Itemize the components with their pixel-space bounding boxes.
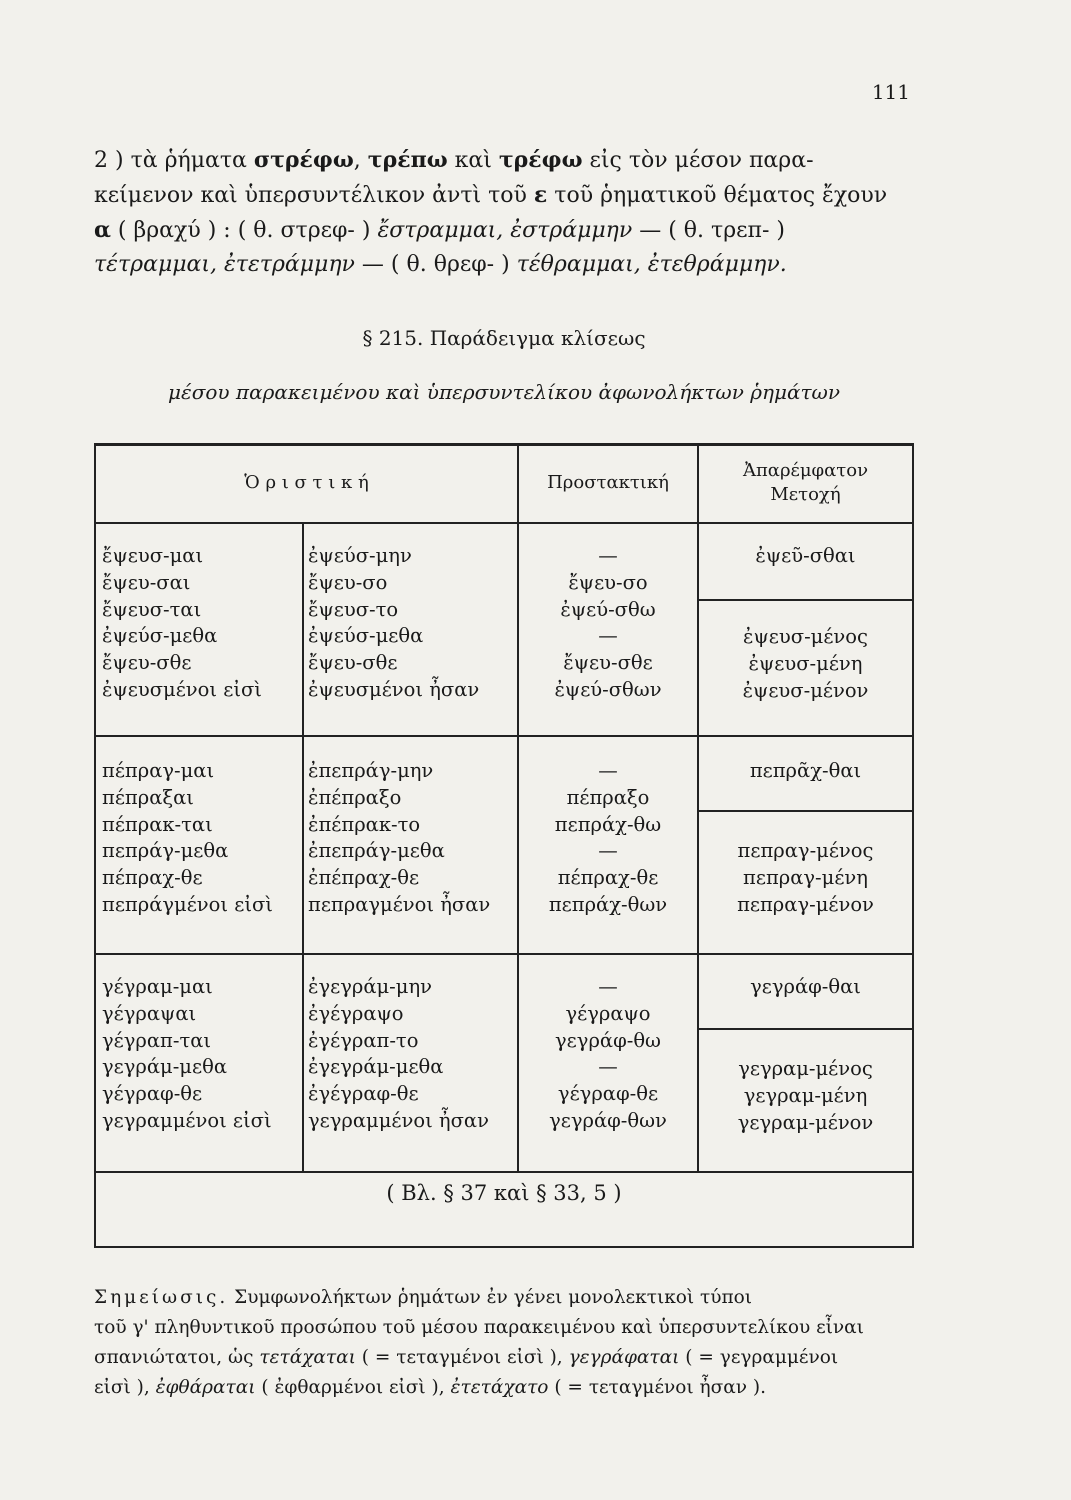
note-line: τοῦ γ' πληθυντικοῦ προσώπου τοῦ μέσου παρακειμένου καὶ ὑπερσυντελίκου εἶναι	[94, 1317, 864, 1338]
text-span: 2 ) τὰ ῥήματα	[94, 148, 254, 173]
text-span: ( = τεταγμένοι ἦσαν ).	[548, 1377, 766, 1398]
verb-form: γεγραμμένοι ἦσαν	[308, 1108, 489, 1132]
perfect-column	[102, 543, 262, 704]
table-rule	[697, 810, 912, 812]
conjugation-table	[94, 443, 914, 1248]
italic-form: τέτραμμαι, ἐτετράμμην	[94, 252, 355, 277]
participle-column	[699, 624, 912, 704]
verb-form: ἐψεῦ-σθαι	[755, 544, 856, 567]
header-oristiki: Ὁ ρ ι σ τ ι κ ή	[244, 472, 369, 493]
verb-form: πεπρᾶχ-θαι	[749, 759, 862, 782]
verb-form: πεπράχ-θων	[548, 892, 668, 916]
verb-form: ἔψευ-σθε	[563, 651, 653, 675]
note-paragraph	[94, 1283, 914, 1403]
verb-form: ἔψευ-σο	[568, 570, 648, 594]
imperative-column	[519, 543, 697, 704]
verb-form: γεγραμ-μένη	[743, 1083, 868, 1107]
verb-form: ἐψευσμένοι ἦσαν	[308, 677, 480, 701]
text-span: κείμενον καὶ ὑπερσυντέλικον ἀντὶ τοῦ	[94, 183, 534, 208]
participle-column	[699, 838, 912, 918]
participle-column	[699, 1056, 912, 1136]
text-span: — ( θ. τρεπ- )	[632, 218, 785, 243]
table-rule	[96, 1171, 912, 1173]
verb-form: ἐπέπραχ-θε	[308, 866, 420, 890]
text-span: εἰσὶ ),	[94, 1377, 156, 1398]
verb-form: πεπραγ-μένος	[737, 839, 874, 862]
verb-form: πεπραγ-μένον	[737, 892, 874, 916]
page-number: 111	[871, 80, 910, 104]
pluperfect-column	[308, 543, 479, 704]
text-span: ( βραχύ ) : ( θ. στρεφ- )	[110, 218, 378, 243]
verb-form: ἐπεπράγ-μεθα	[308, 839, 445, 863]
pluperfect-column	[308, 974, 489, 1135]
verb-form: ἔψευ-σθε	[308, 651, 398, 675]
verb-form: —	[598, 975, 618, 998]
verb-form: ἔψευ-σθε	[102, 651, 192, 675]
verb-form: γεγραμμένοι εἰσὶ	[102, 1108, 272, 1132]
bold-verb: τρέπω	[367, 147, 448, 173]
verb-form: γεγράμ-μεθα	[102, 1055, 227, 1079]
verb-form: —	[598, 1055, 618, 1079]
text-span: καὶ	[447, 148, 499, 173]
text-span: ( = γεγραμμένοι	[679, 1347, 839, 1368]
text-span: — ( θ. θρεφ- )	[354, 252, 517, 277]
verb-form: γέγραφ-θε	[102, 1082, 203, 1106]
paragraph-line	[94, 143, 914, 178]
italic-form: τέθραμμαι, ἐτεθράμμην.	[516, 252, 787, 277]
infinitive-cell	[699, 543, 912, 570]
verb-form: πεπραγ-μένη	[743, 865, 868, 889]
note-label: Σημείωσις.	[94, 1287, 229, 1308]
table-rule	[96, 522, 912, 524]
verb-form: ἔψευσ-το	[308, 597, 399, 621]
table-rule	[96, 735, 912, 737]
bold-letter: α	[94, 217, 111, 243]
imperative-column	[519, 974, 697, 1135]
text-span: ( ἐφθαρμένοι εἰσὶ ),	[255, 1377, 451, 1398]
verb-form: —	[598, 759, 618, 782]
note-line	[94, 1343, 914, 1373]
table-rule	[96, 953, 912, 955]
verb-form: ἐψευσ-μένον	[742, 678, 869, 702]
verb-form: ἐπέπρακ-το	[308, 812, 421, 836]
verb-form: ἐψεύσ-μην	[308, 544, 412, 567]
verb-form: γεγραμ-μένος	[738, 1057, 873, 1080]
verb-form: γεγραμ-μένον	[737, 1110, 874, 1134]
verb-form: πέπραχ-θε	[102, 866, 203, 890]
verb-form: —	[598, 839, 618, 863]
perfect-column	[102, 758, 273, 919]
header-line: Μετοχή	[770, 484, 841, 505]
verb-form: γεγράφ-θαι	[750, 975, 861, 998]
verb-form: ἐγέγραφ-θε	[308, 1082, 419, 1106]
paragraph-line	[94, 213, 914, 248]
verb-form: ἐγεγράμ-μεθα	[308, 1055, 444, 1079]
verb-form: ἐψεύσ-μεθα	[102, 624, 218, 648]
verb-form: πέπραξο	[566, 785, 650, 809]
verb-form: πέπραξαι	[102, 785, 194, 809]
bold-letter: ε	[533, 182, 548, 208]
verb-form: ἐγέγραπ-το	[308, 1028, 419, 1052]
verb-form: —	[598, 544, 618, 567]
text-span: ,	[353, 148, 368, 173]
verb-form: —	[598, 624, 618, 648]
italic-form: τετάχαται	[259, 1347, 356, 1368]
header-prostaktiki: Προστακτική	[547, 472, 669, 493]
section-subtitle: μέσου παρακειμένου καὶ ὑπερσυντελίκου ἀφωνολήκτων ῥημάτων	[167, 380, 840, 404]
italic-form: γεγράφαται	[568, 1347, 680, 1368]
italic-form: ἐτετάχατο	[450, 1377, 549, 1398]
perfect-column	[102, 974, 272, 1135]
verb-form: πεπράγμένοι εἰσὶ	[102, 892, 273, 916]
verb-form: πέπρακ-ται	[102, 812, 213, 836]
verb-form: γεγράφ-θω	[555, 1028, 661, 1052]
verb-form: ἐψεύσ-μεθα	[308, 624, 424, 648]
verb-form: ἐψευσ-μένη	[748, 651, 863, 675]
rule-paragraph	[94, 143, 914, 282]
verb-form: ἐψευσμένοι εἰσὶ	[102, 677, 262, 701]
verb-form: γέγραψαι	[102, 1001, 197, 1025]
text-span: σπανιώτατοι, ὡς	[94, 1347, 260, 1368]
verb-form: πεπράχ-θω	[554, 812, 662, 836]
text-span: ( = τεταγμένοι εἰσὶ ),	[355, 1347, 569, 1368]
paragraph-line	[94, 178, 914, 213]
verb-form: πέπραχ-θε	[557, 866, 659, 890]
infinitive-cell	[699, 758, 912, 785]
table-rule	[697, 599, 912, 601]
text-span: εἰς τὸν μέσον παρα-	[582, 148, 814, 173]
paragraph-line	[94, 248, 914, 282]
header-aparemfaton	[699, 459, 912, 507]
verb-form: ἔψευ-σαι	[102, 570, 191, 594]
infinitive-cell	[699, 974, 912, 1001]
table-rule	[697, 1028, 912, 1030]
imperative-column	[519, 758, 697, 919]
verb-form: γέγραπ-ται	[102, 1028, 212, 1052]
pluperfect-column	[308, 758, 490, 919]
verb-form: ἔψευσ-ται	[102, 597, 202, 621]
bold-verb: στρέφω	[253, 147, 354, 173]
verb-form: πεπράγ-μεθα	[102, 839, 229, 863]
italic-form: ἐφθάραται	[155, 1377, 256, 1398]
verb-form: πέπραγ-μαι	[102, 759, 215, 782]
verb-form: πεπραγμένοι ἦσαν	[308, 892, 491, 916]
note-line	[94, 1373, 914, 1403]
verb-form: ἐψευσ-μένος	[743, 625, 868, 648]
verb-form: γέγραμ-μαι	[102, 975, 213, 998]
verb-form: ἐγέγραψο	[308, 1001, 404, 1025]
verb-form: ἔψευ-σο	[308, 570, 388, 594]
verb-form: ἐψεύ-σθω	[560, 597, 656, 621]
verb-form: γέγραφ-θε	[557, 1082, 659, 1106]
header-line: Ἀπαρέμφατον	[742, 460, 869, 481]
italic-form: ἔστραμμαι, ἐστράμμην	[377, 218, 633, 243]
section-title: § 215. Παράδειγμα κλίσεως	[362, 326, 646, 350]
verb-form: ἐπέπραξο	[308, 785, 402, 809]
text-span: τοῦ ῥηματικοῦ θέματος ἔχουν	[547, 183, 888, 208]
verb-form: ἐγεγράμ-μην	[308, 975, 432, 998]
table-rule	[302, 522, 304, 1171]
verb-form: ἔψευσ-μαι	[102, 544, 204, 567]
cross-reference: ( Βλ. § 37 καὶ § 33, 5 )	[386, 1181, 622, 1205]
bold-verb: τρέφω	[498, 147, 583, 173]
text-span: Συμφωνολήκτων ῥημάτων ἐν γένει μονολεκτικοὶ τύποι	[228, 1287, 753, 1308]
verb-form: γεγράφ-θων	[549, 1108, 667, 1132]
verb-form: ἐψεύ-σθων	[554, 677, 662, 701]
verb-form: ἐπεπράγ-μην	[308, 759, 434, 782]
verb-form: γέγραψο	[565, 1001, 651, 1025]
note-line	[94, 1283, 914, 1313]
